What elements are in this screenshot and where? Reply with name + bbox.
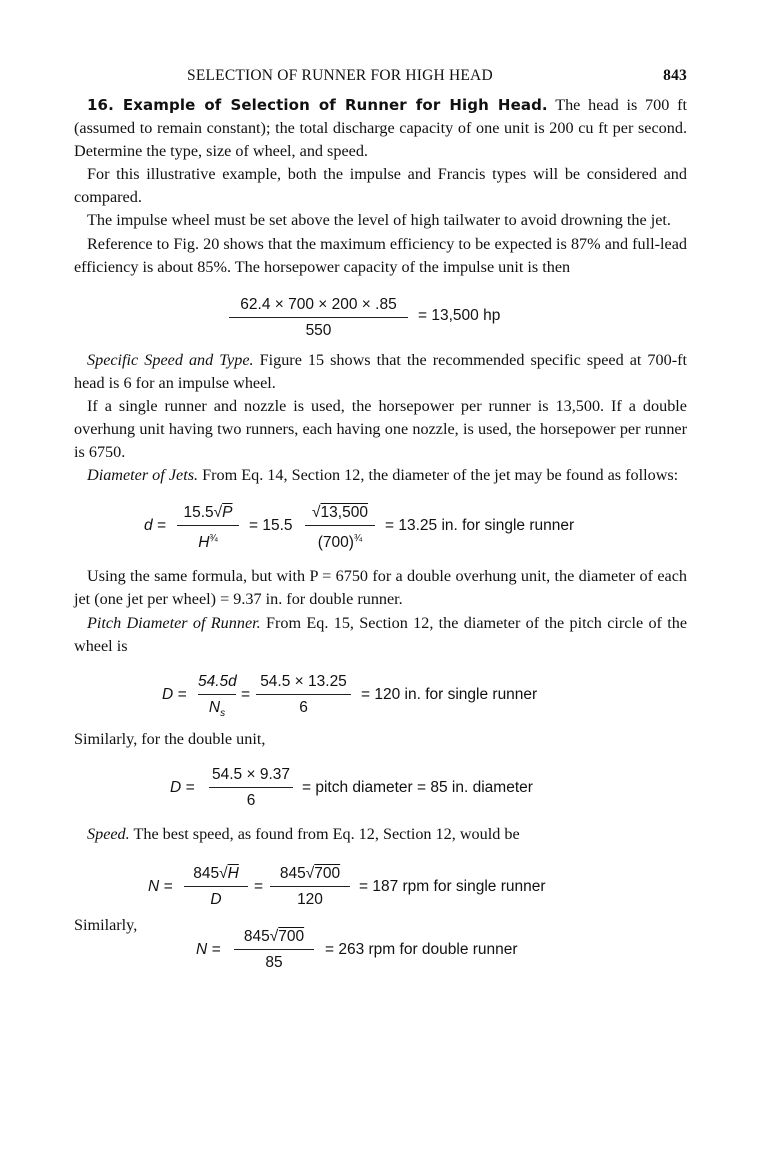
paragraph-pitch-diameter: Pitch Diameter of Runner. From Eq. 15, Section 12, the diameter of the pitch circle of the wheel is [74, 613, 688, 655]
paragraph-double-runner-jet: Using the same formula, but with P = 6750 for a double overhung unit, the diameter of each jet (one jet per wheel) = 9.37 in. for double runner. [74, 567, 687, 609]
subsection-heading: Speed. [87, 824, 130, 843]
equation-pitch-diameter-double: D = 54.5 × 9.37 6 = pitch diameter = 85 in. diameter [170, 765, 533, 809]
paragraph-illustrative: For this illustrative example, both the impulse and Francis types will be considered and compared. [74, 165, 687, 207]
paragraph-impulse-wheel: The impulse wheel must be set above the level of high tailwater to avoid drowning the jet. [87, 211, 671, 230]
paragraph-similarly: Similarly, [74, 915, 138, 934]
section-heading: 16. Example of Selection of Runner for High Head. [87, 96, 548, 114]
equation-speed-single: N = 845√H D = 845√700 120 = 187 rpm for single runner [148, 864, 546, 908]
equation-pitch-diameter-single: D = 54.5d $N_s$ = 54.5 × 13.25 6 = 120 in. for single runner [162, 672, 538, 719]
equation-horsepower: 62.4 × 700 × 200 × .85 550 = 13,500 hp [74, 279, 687, 341]
paragraph-runner-horsepower: If a single runner and nozzle is used, the horsepower per runner is 13,500. If a double overhung unit having two runners, each having one nozzle, is used, the horsepower per runner is 6750. [74, 396, 687, 462]
equation-jet-diameter: d = 15.5√P $H^{\frac{3}{4}}$ = 15.5 √13,500 $(700)^{\frac{3}{4}}$ = 13.25 in. for single runner [144, 504, 575, 552]
paragraph-similarly-double: Similarly, for the double unit, [74, 729, 266, 748]
paragraph-speed: Speed. The best speed, as found from Eq. 12, Section 12, would be [87, 824, 520, 843]
paragraph-specific-speed: Specific Speed and Type. Figure 15 shows that the recommended specific speed at 700-ft head is 6 for an impulse wheel. [74, 350, 687, 392]
header-title: SELECTION OF RUNNER FOR HIGH HEAD [187, 67, 493, 84]
subsection-heading: Diameter of Jets. [87, 466, 199, 485]
equation-speed-double: N = 845√700 85 = 263 rpm for double runner [196, 927, 518, 972]
paragraph-diameter-jets: Diameter of Jets. From Eq. 14, Section 12, the diameter of the jet may be found as follows: [87, 466, 679, 485]
subsection-heading: Specific Speed and Type. [87, 350, 254, 369]
document-page [74, 64, 688, 972]
page-number: 843 [663, 67, 687, 84]
paragraph-intro: 16. Example of Selection of Runner for High Head. The head is 700 ft (assumed to remain constant); the total discharge capacity of one unit is 200 cu ft per second. Determine the type, size of wheel, and speed. [74, 96, 687, 161]
subsection-heading: Pitch Diameter of Runner. [87, 613, 261, 632]
paragraph-efficiency: Reference to Fig. 20 shows that the maximum efficiency to be expected is 87% and full-lead efficiency is about 85%. The horsepower capacity of the impulse unit is then [74, 234, 687, 276]
running-header [74, 64, 687, 88]
